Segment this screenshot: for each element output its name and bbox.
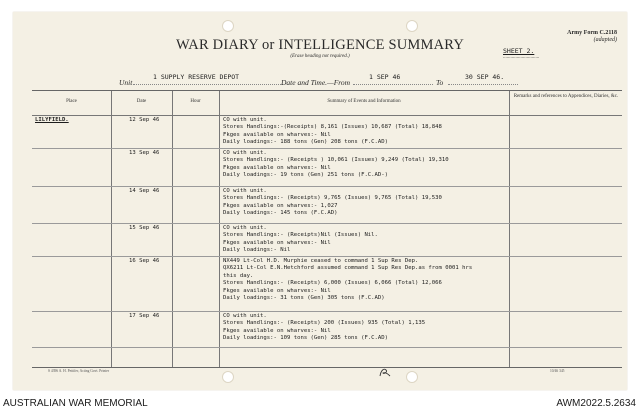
punch-hole-top [222,20,234,32]
entry-summary-line: Fkges available on wharves:- Nil [223,327,331,334]
to-underline [448,84,518,85]
column-header-summary: Summary of Events and Information [327,99,401,104]
entry-summary-line: CO with unit. [223,117,267,123]
unit-value: 1 SUPPLY RESERVE DEPOT [153,73,240,81]
diary-sheet [13,12,627,390]
column-header-hour: Hour [190,99,201,104]
entry-summary-line: Fkges available on wharves:- 1,027 [223,202,338,209]
punch-hole-bottom [222,371,234,383]
print-code: 10/46 345 [550,369,565,373]
column-rule [509,91,510,367]
header-rule [32,115,622,116]
row-rule [32,311,622,312]
from-underline [353,84,433,85]
entry-date: 12 Sep 46 [129,117,160,123]
entry-summary-line: this day. [223,272,254,279]
sheet-number-dots: ............................. [503,55,540,60]
entry-summary-line: Fkges available on wharves:- Nil [223,287,331,294]
entry-summary-line: Fkges available on wharves:- Nil [223,239,331,246]
entry-date: 13 Sep 46 [129,150,160,156]
entry-summary-line: Fkges available on wharves:- Nil [223,131,331,138]
entry-summary-line: QX6211 Lt-Col E.N.Hetchford assumed command 1 Sup Res Dep.as from 0001 hrs [223,265,473,272]
entry-summary-line: CO with unit. [223,313,267,319]
archive-caption-right: AWM2022.5.2634 [556,398,636,409]
signature-mark [378,367,392,377]
column-rule [172,91,173,367]
entry-summary-line: Stores Handlings:- (Receipts)Nil (Issues) Nil. [223,232,378,239]
sheet-number: SHEET 2. [503,47,535,55]
entry-summary-line: Daily loadings:- 145 tons (F.C.AD) [223,210,338,217]
entry-date: 15 Sep 46 [129,225,160,231]
punch-hole-bottom [406,371,418,383]
row-rule [32,148,622,149]
entry-summary-line: Stores Handlings:- (Receipts) 6,000 (Issues) 6,066 (Total) 12,066 [223,280,442,287]
column-header-remarks: Remarks and references to Appendices, Diaries, &c. [513,94,619,99]
to-label: To [436,78,444,87]
row-rule [32,186,622,187]
entry-summary-line: Daily loadings:- 188 tons (Gen) 208 tons (F.C.AD) [223,139,389,146]
entry-summary-line: Daily loadings:- 19 tons (Gen) 251 tons (F.C.AD-) [223,172,389,179]
page-title: WAR DIARY or INTELLIGENCE SUMMARY [176,37,464,53]
entry-summary-line: Stores Handlings:- (Receipts) 9,765 (Issues) 9,765 (Total) 19,530 [223,195,442,202]
entry-summary-line: Stores Handlings:- (Receipts) 200 (Issues) 935 (Total) 1,135 [223,320,426,327]
unit-underline [133,84,283,85]
entry-date: 16 Sep 46 [129,258,160,264]
printer-imprint: S 4396 A. H. Pettifer, Acting Govt. Printer [48,369,110,373]
entry-summary-line: CO with unit. [223,225,267,231]
entry-summary-line: Daily loadings:- Nil [223,247,291,254]
entry-place: LILYFIELD. [35,117,69,123]
column-header-date: Date [136,99,147,104]
column-rule [219,91,220,367]
entry-summary-line: Stores Handlings:-(Receipts) 8,161 (Issues) 10,687 (Total) 18,848 [223,124,442,131]
form-number: Army Form C.2118 [567,30,617,36]
unit-label: Unit [119,78,133,87]
entry-date: 14 Sep 46 [129,188,160,194]
entry-date: 17 Sep 46 [129,313,160,319]
page-subtitle: (Erase heading not required.) [290,54,350,59]
entry-summary-line: Stores Handlings:- (Receipts ) 10,061 (Issues) 9,249 (Total) 19,310 [223,157,449,164]
row-rule [32,347,622,348]
archive-caption-left: AUSTRALIAN WAR MEMORIAL [3,398,148,409]
entry-summary-line: CO with unit. [223,188,267,194]
to-value: 30 SEP 46. [465,73,505,81]
from-value: 1 SEP 46 [369,73,401,81]
column-rule [111,91,112,367]
entry-summary-line: Daily loadings:- 109 tons (Gen) 285 tons (F.C.AD) [223,335,389,342]
entry-summary-line: CO with unit. [223,150,267,156]
row-rule [32,223,622,224]
datetime-label: Date and Time.—From [281,78,351,87]
form-adapted: (adapted) [593,37,617,43]
diary-table [32,90,622,368]
entry-summary-line: NX449 Lt-Col H.D. Murphie ceased to command 1 Sup Res Dep. [223,258,419,264]
entry-summary-line: Daily loadings:- 31 tons (Gen) 305 tons (F.C.AD) [223,295,385,301]
entry-summary-line: Fkges available on wharves:- Nil [223,164,331,171]
punch-hole-top [406,20,418,32]
column-header-place: Place [66,99,77,104]
row-rule [32,256,622,257]
